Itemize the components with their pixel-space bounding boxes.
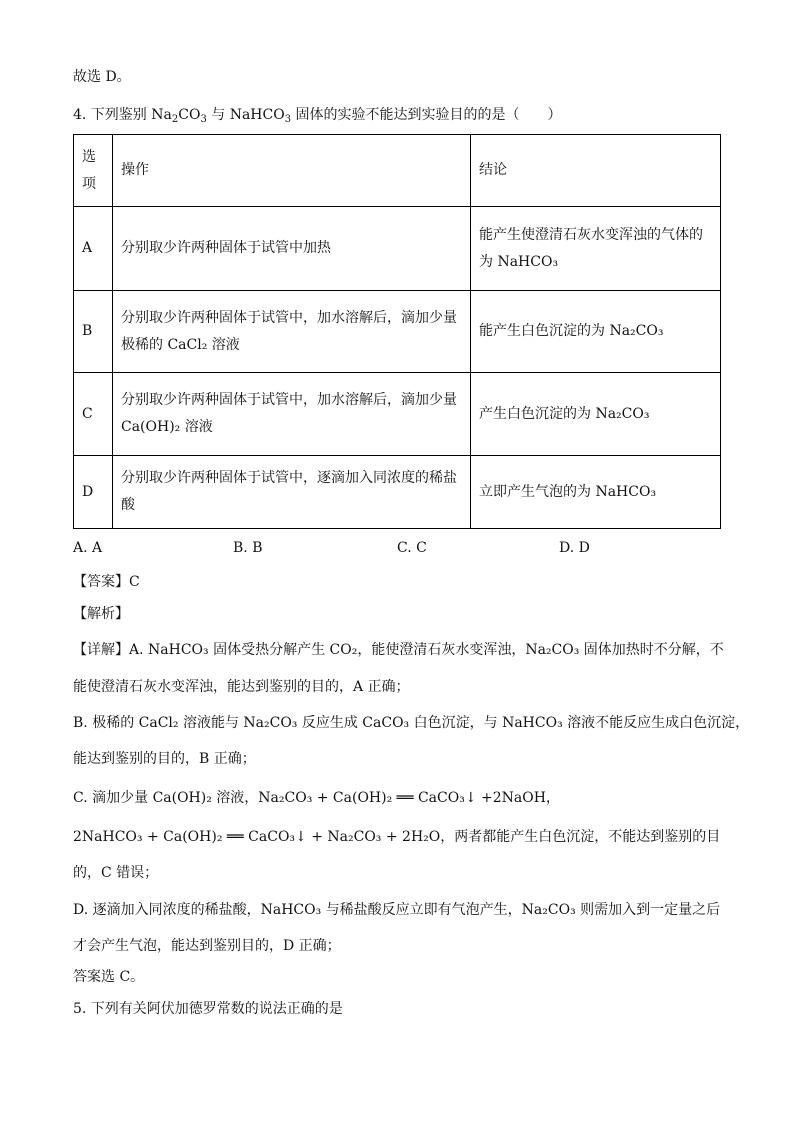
operation-line: 分别取少许两种固体于试管中，逐滴加入同浓度的稀盐 <box>121 470 457 486</box>
explanation-line: 能达到鉴别的目的，B 正确； <box>73 751 256 767</box>
conclusion-line: 能产生使澄清石灰水变浑浊的气体的 <box>479 226 703 243</box>
answer-label: 【答案】C <box>73 574 140 590</box>
stem-part: 固体的实验不能达到实验目的的是（ ） <box>291 107 562 123</box>
conclusion-line: 能产生白色沉淀的为 Na₂CO₃ <box>479 323 664 339</box>
row-conclusion <box>471 456 721 529</box>
table-row <box>74 456 721 529</box>
row-option: A <box>74 207 113 291</box>
row-operation <box>113 456 471 529</box>
question-4-stem <box>73 104 562 124</box>
stem-part: CO <box>178 107 201 123</box>
table-row <box>74 373 721 456</box>
row-conclusion <box>471 291 721 373</box>
row-conclusion <box>471 373 721 456</box>
stem-sub: 3 <box>200 114 207 125</box>
choice-c: C. C <box>397 540 427 556</box>
stem-sub: 3 <box>284 114 292 125</box>
conclusion-line: 产生白色沉淀的为 Na₂CO₃ <box>479 405 650 422</box>
operation-line: 分别取少许两种固体于试管中，加水溶解后，滴加少量 <box>121 392 457 408</box>
question-5-stem: 5. 下列有关阿伏加德罗常数的说法正确的是 <box>73 1001 343 1017</box>
operation-line: 酸 <box>121 497 135 513</box>
row-conclusion <box>471 207 721 291</box>
explanation-line: 才会产生气泡，能达到鉴别目的，D 正确； <box>73 938 341 954</box>
intro-line: 故选 D。 <box>73 69 131 85</box>
explanation-line: B. 极稀的 CaCl₂ 溶液能与 Na₂CO₃ 反应生成 CaCO₃ 白色沉淀，与 NaHCO₃ 溶液不能反应生成白色沉淀， <box>73 715 750 731</box>
stem-part: 与 NaHCO <box>206 107 285 123</box>
conclusion-line: 立即产生气泡的为 NaHCO₃ <box>479 483 657 500</box>
row-operation <box>113 373 471 456</box>
operation-line: 极稀的 CaCl₂ 溶液 <box>121 336 240 353</box>
choice-d: D. D <box>559 540 590 556</box>
row-option: B <box>74 291 113 373</box>
choice-b: B. B <box>233 540 263 556</box>
choice-a: A. A <box>73 540 103 556</box>
table-row <box>74 291 721 373</box>
operation-line: 分别取少许两种固体于试管中加热 <box>121 240 331 256</box>
operation-line: 分别取少许两种固体于试管中，加水溶解后，滴加少量 <box>121 309 457 326</box>
row-operation <box>113 207 471 291</box>
operation-line: Ca(OH)₂ 溶液 <box>121 419 213 435</box>
analysis-label: 【解析】 <box>73 606 129 622</box>
conclusion-line: 为 NaHCO₃ <box>479 253 559 270</box>
explanation-line: 【详解】A. NaHCO₃ 固体受热分解产生 CO₂，能使澄清石灰水变浑浊，Na₂CO₃ 固体加热时不分解，不 <box>73 642 724 658</box>
row-option: C <box>74 373 113 456</box>
row-option: D <box>74 456 113 529</box>
header-option: 选项 <box>74 135 113 207</box>
row-operation <box>113 291 471 373</box>
explanation-line: 能使澄清石灰水变浑浊，能达到鉴别的目的，A 正确； <box>73 679 410 695</box>
table-header-row <box>74 135 721 207</box>
header-operation: 操作 <box>113 135 471 207</box>
explanation-line: C. 滴加少量 Ca(OH)₂ 溶液，Na₂CO₃ + Ca(OH)₂ ══ CaCO₃↓ +2NaOH， <box>73 790 560 806</box>
explanation-line: D. 逐滴加入同浓度的稀盐酸，NaHCO₃ 与稀盐酸反应立即有气泡产生，Na₂CO₃ 则需加入到一定量之后 <box>73 902 721 918</box>
question-4-table <box>73 134 721 529</box>
explanation-line: 2NaHCO₃ + Ca(OH)₂ ══ CaCO₃↓ + Na₂CO₃ + 2H₂O，两者都能产生白色沉淀，不能达到鉴别的目 <box>73 829 721 845</box>
stem-sub: 2 <box>171 114 179 125</box>
table-row <box>74 207 721 291</box>
explanation-line: 的，C 错误； <box>73 865 159 881</box>
stem-part: 4. 下列鉴别 Na <box>73 107 172 123</box>
header-conclusion: 结论 <box>471 135 721 207</box>
explanation-line: 答案选 C。 <box>73 969 145 985</box>
